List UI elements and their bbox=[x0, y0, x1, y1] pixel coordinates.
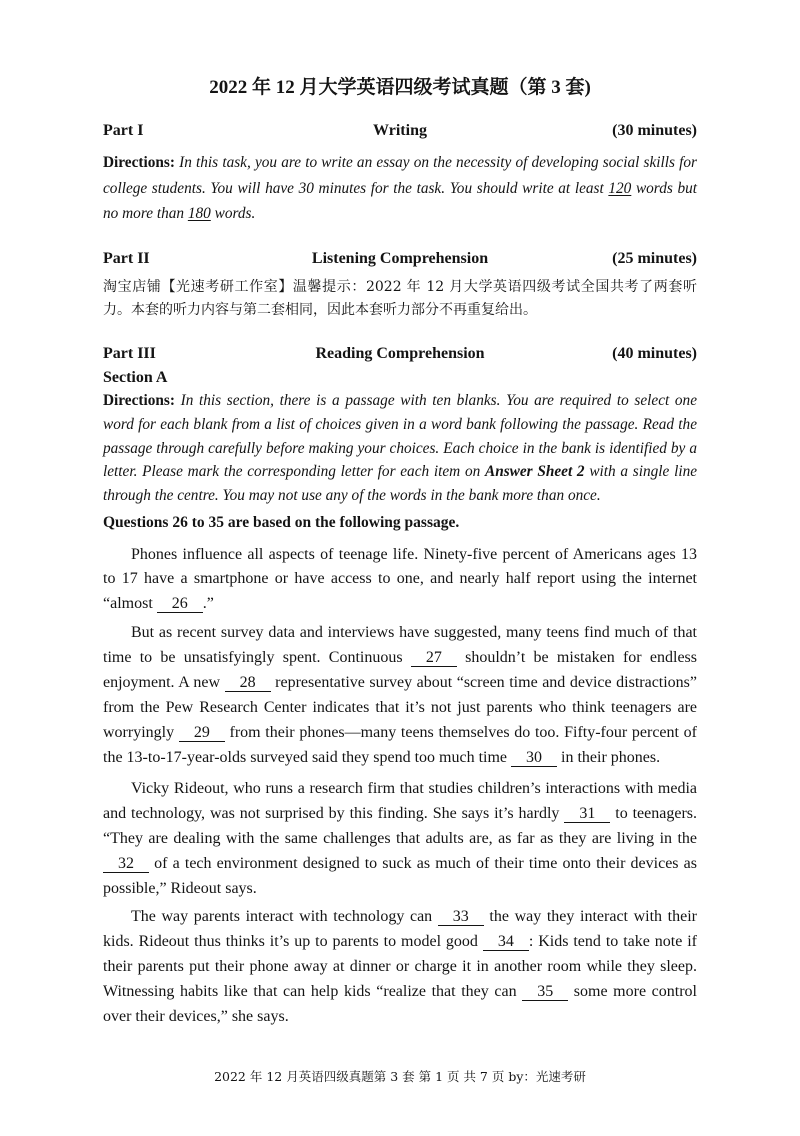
part-2-name: Listening Comprehension bbox=[311, 250, 489, 267]
directions-text: In this section, there is a passage with ten blanks. You are required to select one word for each blank from a list of choices given in a word bank following the passage. Read the passage through carefully before making your choices. Each choice in the bank is identified by a letter. Please mark the corresponding letter for each item on bbox=[103, 392, 697, 481]
blank-31: 31 bbox=[564, 805, 610, 823]
part-3-name: Reading Comprehension bbox=[315, 345, 485, 362]
questions-heading: Questions 26 to 35 are based on the following passage. bbox=[103, 513, 460, 531]
blank-30: 30 bbox=[511, 749, 557, 767]
part-1-label: Part I bbox=[103, 122, 144, 139]
passage-paragraph-2 bbox=[103, 620, 697, 770]
blank-35: 35 bbox=[522, 983, 568, 1001]
section-a-heading: Section A bbox=[103, 369, 168, 386]
page-title: 2022 年 12 月大学英语四级考试真题（第 3 套) bbox=[209, 77, 591, 98]
directions-label: Directions: bbox=[103, 392, 175, 409]
blank-34: 34 bbox=[483, 933, 529, 951]
passage-text: representative survey about “screen time and device distractions” from the Pew Research Center indicates that it’s not just parents who think teenagers are worryingly bbox=[103, 674, 698, 742]
passage-text: to teenagers. “They are dealing with the same challenges that adults are, as far as they are living in the bbox=[103, 805, 698, 848]
min-words: 120 bbox=[608, 179, 632, 197]
part-1-header bbox=[103, 119, 697, 143]
directions-text: In this task, you are to write an essay on the necessity of developing social skills for college students. You will have 30 minutes for the task. You should write at least bbox=[103, 154, 697, 197]
part-3-time: (40 minutes) bbox=[612, 345, 697, 362]
directions-text: words but no more than bbox=[103, 179, 697, 222]
passage-text: .” bbox=[202, 594, 214, 612]
passage-text: in their phones. bbox=[557, 749, 661, 767]
part-3-label: Part III bbox=[103, 345, 156, 362]
passage-text: the way they interact with their kids. Rideout thus thinks it’s up to parents to model good bbox=[103, 908, 698, 951]
section-a-directions bbox=[103, 389, 697, 508]
passage-text: The way parents interact with technology can bbox=[131, 908, 438, 926]
blank-33: 33 bbox=[438, 908, 484, 926]
blank-29: 29 bbox=[179, 724, 225, 742]
part-1-time: (30 minutes) bbox=[612, 122, 697, 139]
part-2-time: (25 minutes) bbox=[612, 250, 697, 267]
passage-text: from their phones—many teens themselves do too. Fifty-four percent of the 13-to-17-year-olds surveyed said they spend too much time bbox=[103, 724, 698, 767]
part-3-header bbox=[103, 342, 697, 366]
passage-text: of a tech environment designed to suck as much of their time onto their devices as possible,” Rideout says. bbox=[103, 854, 697, 897]
passage-text: But as recent survey data and interviews have suggested, many teens find much of that time to be unsatisfyingly spent. Continuous bbox=[103, 624, 697, 667]
part-1-name: Writing bbox=[373, 122, 427, 139]
passage-paragraph-4 bbox=[103, 904, 697, 1029]
passage-text: Phones influence all aspects of teenage life. Ninety-five percent of Americans ages 13 to 17 have a smartphone or have access to one, and nearly half report using the internet “almost bbox=[103, 545, 697, 612]
passage-text: : Kids tend to take note if their parents put their phone away at dinner or charge it in another room while they sleep. Witnessing habits like that can help kids “realize that they can bbox=[103, 933, 697, 1001]
passage-text: shouldn’t be mistaken for endless enjoyment. A new bbox=[103, 649, 698, 692]
directions-label: Directions: bbox=[103, 154, 175, 171]
answer-sheet-label: Answer Sheet 2 bbox=[485, 463, 585, 481]
part-2-header bbox=[103, 247, 697, 271]
part-2-label: Part II bbox=[103, 250, 150, 267]
directions-text: words. bbox=[210, 205, 256, 222]
part-1-directions bbox=[103, 150, 697, 227]
passage-text: some more control over their devices,” she says. bbox=[103, 983, 697, 1026]
page-footer: 2022 年 12 月英语四级真题第 3 套 第 1 页 共 7 页 by：光速考研 bbox=[214, 1069, 586, 1084]
max-words: 180 bbox=[187, 205, 211, 222]
blank-32: 32 bbox=[103, 855, 149, 873]
blank-28: 28 bbox=[225, 674, 271, 692]
passage-paragraph-3 bbox=[103, 777, 697, 901]
directions-text: with a single line through the centre. You may not use any of the words in the bank more than once. bbox=[103, 463, 698, 505]
passage-text: Vicky Rideout, who runs a research firm that studies children’s interactions with media and technology, was not surprised by this finding. She says it’s hardly bbox=[103, 780, 697, 823]
passage-paragraph-1 bbox=[103, 543, 697, 617]
blank-26: 26 bbox=[157, 595, 203, 613]
blank-27: 27 bbox=[411, 649, 457, 667]
listening-notice: 淘宝店铺【光速考研工作室】温馨提示：2022 年 12 月大学英语四级考试全国共考了两套听力。本套的听力内容与第二套相同，因此本套听力部分不再重复给出。 bbox=[103, 278, 697, 318]
